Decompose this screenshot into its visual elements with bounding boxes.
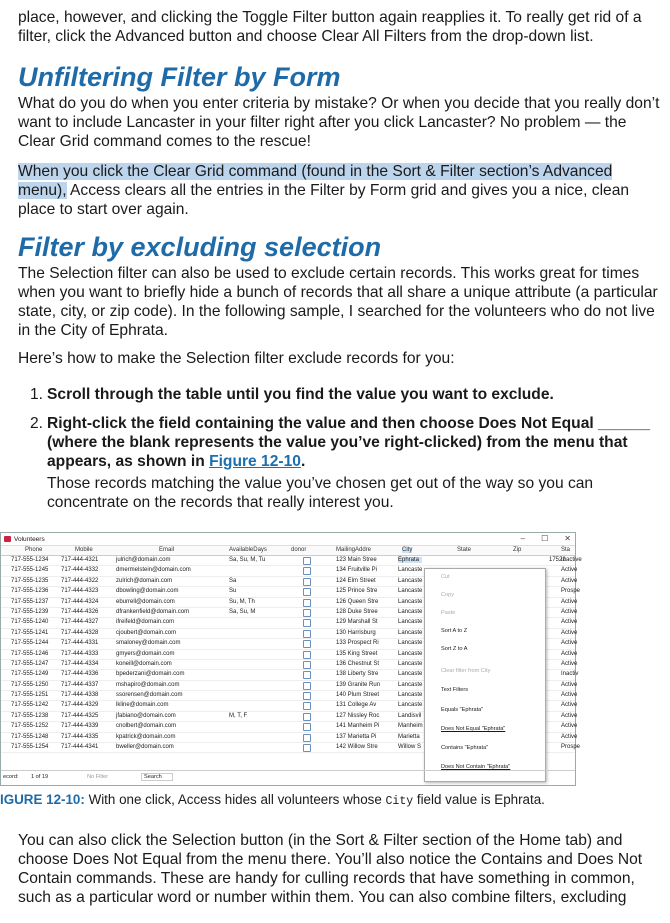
clear-grid-rest: Access clears all the entries in the Filter by Form grid and gives you a nice, clean place to start over again. (18, 182, 630, 218)
cell-city[interactable]: Lancaste (398, 577, 423, 584)
menu-sort-az[interactable]: Sort A to Z (441, 628, 468, 634)
section-heading-unfiltering: Unfiltering Filter by Form (18, 62, 341, 92)
cell-mobile[interactable]: 717-444-4335 (61, 733, 99, 740)
cell-email[interactable]: lkline@domain.com (116, 702, 169, 709)
cell-email[interactable]: gmyers@domain.com (116, 650, 175, 657)
minimize-button[interactable]: – (520, 534, 526, 543)
step-note: Those records matching the value you’ve chosen get out of the way so you can concentrate on the records that really interest you. (47, 475, 594, 511)
caption-code: City (385, 795, 414, 808)
window-titlebar (1, 533, 575, 546)
cell-status[interactable]: Active (561, 723, 578, 730)
cell-email[interactable]: dbowling@domain.com (116, 588, 179, 595)
cell-email[interactable]: dfrankenfield@domain.com (116, 608, 190, 615)
cell-status[interactable]: Active (561, 712, 578, 719)
cell-addr[interactable]: 142 Willow Stre (336, 744, 378, 751)
window-controls (521, 534, 571, 543)
donor-checkbox[interactable] (303, 661, 311, 669)
maximize-button[interactable]: ☐ (541, 534, 549, 543)
col-zip[interactable]: Zip (513, 547, 522, 553)
col-city[interactable]: City (402, 547, 413, 553)
cell-city[interactable]: Marietta (398, 733, 420, 740)
excluding-paragraph: The Selection filter can also be used to exclude certain records. This works great for times when you want to briefly hide a bunch of records that all share a unique attribute (a particular state, city, or zip code). In the following sample, I searched for the volunteers who do not live in the City of Ephrata. (18, 265, 658, 339)
unfiltering-paragraph: What do you do when you enter criteria by mistake? Or when you decide that you really don’t want to include Lancaster in your filter right after you click Lancaster? No problem — the Clear Grid command comes to the rescue! (18, 95, 660, 150)
close-button[interactable]: ✕ (564, 534, 571, 543)
cell-email[interactable]: kpatrick@domain.com (116, 733, 176, 740)
step-text: Scroll through the table until you find the value you want to exclude. (47, 386, 554, 403)
cell-city[interactable]: Ephrata (398, 557, 422, 563)
cell-mobile[interactable]: 717-444-4328 (61, 629, 99, 636)
menu-sort-za[interactable]: Sort Z to A (441, 646, 468, 652)
cell-phone[interactable]: 717-555-1238 (11, 712, 49, 719)
menu-does-not-contain[interactable]: Does Not Contain "Ephrata" (441, 764, 511, 770)
column-headers (1, 546, 575, 556)
cell-status[interactable]: Inactiv (561, 671, 579, 678)
cell-addr[interactable]: 128 Duke Stree (336, 608, 378, 615)
cell-email[interactable]: julrich@domain.com (116, 557, 171, 563)
cell-status[interactable]: Active (561, 681, 578, 688)
cell-city[interactable]: Lancaste (398, 671, 423, 678)
donor-checkbox[interactable] (303, 578, 311, 586)
cell-days[interactable]: Sa, Su, M, Tu (229, 557, 266, 563)
cell-addr[interactable]: 126 Queen Stre (336, 598, 379, 605)
cell-email[interactable]: eburrell@domain.com (116, 598, 175, 605)
access-screenshot (0, 532, 582, 786)
cell-addr[interactable]: 139 Granite Run (336, 681, 381, 688)
cell-phone[interactable]: 717-555-1247 (11, 660, 49, 667)
donor-checkbox[interactable] (303, 692, 311, 700)
cell-phone[interactable]: 717-555-1234 (11, 557, 49, 563)
cell-phone[interactable]: 717-555-1254 (11, 744, 49, 751)
cell-phone[interactable]: 717-555-1236 (11, 588, 49, 595)
cell-mobile[interactable]: 717-444-4337 (61, 681, 99, 688)
cell-addr[interactable]: 130 Harrisburg (336, 629, 376, 636)
cell-addr[interactable]: 137 Marietta Pi (336, 733, 377, 740)
cell-city[interactable]: Lancaste (398, 608, 423, 615)
cell-days[interactable]: Su, M, Th (229, 598, 255, 605)
cell-email[interactable]: bpederzani@domain.com (116, 671, 185, 678)
cell-addr[interactable]: 127 Nissley Roc (336, 712, 380, 719)
donor-checkbox[interactable] (303, 557, 311, 565)
cell-status[interactable]: Active (561, 629, 578, 636)
cell-status[interactable]: Active (561, 733, 578, 740)
cell-addr[interactable]: 124 Elm Street (336, 577, 376, 584)
step-1 (30, 385, 660, 404)
cell-addr[interactable]: 136 Chestnut St (336, 660, 380, 667)
col-state[interactable]: State (457, 547, 472, 553)
context-menu (424, 568, 546, 782)
cell-email[interactable]: ifreifeld@domain.com (116, 619, 175, 626)
cell-days[interactable]: M, T, F (229, 712, 248, 719)
donor-checkbox[interactable] (303, 702, 311, 710)
cell-city[interactable]: Lancaste (398, 588, 423, 595)
donor-checkbox[interactable] (303, 567, 311, 575)
cell-mobile[interactable]: 717-444-4329 (61, 702, 99, 709)
cell-addr[interactable]: 133 Prospect Ri (336, 640, 379, 647)
donor-checkbox[interactable] (303, 713, 311, 721)
intro-paragraph: place, however, and clicking the Toggle Filter button again reapplies it. To really get rid of a filter, click the Advanced button and choose Clear All Filters from the drop-down list. (18, 9, 642, 45)
cell-mobile[interactable]: 717-444-4333 (61, 650, 99, 657)
cell-phone[interactable]: 717-555-1252 (11, 723, 49, 730)
cell-phone[interactable]: 717-555-1240 (11, 619, 49, 626)
cell-mobile[interactable]: 717-444-4341 (61, 744, 99, 751)
donor-checkbox[interactable] (303, 619, 311, 627)
table-row[interactable] (1, 556, 582, 566)
record-navigator (1, 770, 575, 785)
cell-addr[interactable]: 141 Manheim Pi (336, 723, 380, 730)
cell-city[interactable]: Landisvil (398, 712, 422, 719)
cell-addr[interactable]: 140 Plum Street (336, 692, 380, 699)
cell-phone[interactable]: 717-555-1244 (11, 640, 49, 647)
cell-city[interactable]: Lancaste (398, 681, 423, 688)
donor-checkbox[interactable] (303, 651, 311, 659)
cell-status[interactable]: Active (561, 619, 578, 626)
cell-phone[interactable]: 717-555-1249 (11, 671, 49, 678)
donor-checkbox[interactable] (303, 734, 311, 742)
cell-status[interactable]: Prospe (561, 588, 581, 595)
record-position[interactable]: 1 of 19 (31, 774, 49, 780)
menu-clear-filter[interactable]: Clear filter from City (441, 668, 491, 674)
menu-copy[interactable]: Copy (441, 592, 455, 598)
cell-addr[interactable]: 138 Liberty Stre (336, 671, 379, 678)
cell-mobile[interactable]: 717-444-4332 (61, 567, 99, 574)
cell-email[interactable]: dmermelstein@domain.com (116, 567, 191, 574)
donor-checkbox[interactable] (303, 744, 311, 752)
cell-city[interactable]: Lancaste (398, 650, 423, 657)
cell-mobile[interactable]: 717-444-4327 (61, 619, 99, 626)
cell-addr[interactable]: 129 Marshall St (336, 619, 378, 626)
cell-phone[interactable]: 717-555-1246 (11, 650, 49, 657)
closing-paragraph: You can also click the Selection button (in the Sort & Filter section of the Home tab) and choose Does Not Equal from the menu there. You’ll also notice the Contains and Does Not Contain commands. These are handy for culling records that have something in common, such as a particular word or number within them. You can also combine filters, excluding (18, 832, 643, 906)
cell-city[interactable]: Lancaste (398, 567, 423, 574)
cell-email[interactable]: bweller@domain.com (116, 744, 174, 751)
cell-status[interactable]: Active (561, 660, 578, 667)
cell-phone[interactable]: 717-555-1248 (11, 733, 49, 740)
cell-zip[interactable]: 17522 (549, 557, 566, 563)
cell-days[interactable]: Su (229, 588, 237, 595)
cell-city[interactable]: Lancaste (398, 660, 423, 667)
cell-city[interactable]: Lancaste (398, 640, 423, 647)
cell-mobile[interactable]: 717-444-4331 (61, 640, 99, 647)
cell-status[interactable]: Active (561, 650, 578, 657)
highlighted-text: When you click the Clear Grid command (found in the Sort & Filter section’s Advanced menu), (18, 163, 613, 199)
cell-mobile[interactable]: 717-444-4325 (61, 712, 99, 719)
cell-mobile[interactable]: 717-444-4339 (61, 723, 99, 730)
cell-status[interactable]: Active (561, 567, 578, 574)
cell-status[interactable]: Inactive (561, 557, 582, 563)
cell-city[interactable]: Lancaste (398, 692, 423, 699)
donor-checkbox[interactable] (303, 609, 311, 617)
datasheet-grid (1, 546, 582, 770)
cell-phone[interactable]: 717-555-1239 (11, 608, 49, 615)
menu-text-filters[interactable]: Text Filters (441, 687, 469, 693)
cell-email[interactable]: jfabiano@domain.com (116, 712, 176, 719)
cell-phone[interactable]: 717-555-1245 (11, 567, 49, 574)
cell-mobile[interactable]: 717-444-4326 (61, 608, 99, 615)
cell-phone[interactable]: 717-555-1251 (11, 692, 49, 699)
record-label: ecord: (3, 774, 19, 780)
donor-checkbox[interactable] (303, 599, 311, 607)
no-filter-indicator[interactable]: No Filter (87, 774, 109, 780)
cell-days[interactable]: Sa, Su, M (229, 608, 256, 615)
cell-mobile[interactable]: 717-444-4324 (61, 598, 99, 605)
figure-caption: IGURE 12-10: With one click, Access hides all volunteers whose City field value is Ephrata. (0, 792, 545, 808)
cell-status[interactable]: Active (561, 702, 578, 709)
cell-phone[interactable]: 717-555-1241 (11, 629, 49, 636)
col-mobile[interactable]: Mobile (75, 547, 93, 553)
step-number: 2. (30, 415, 44, 432)
cell-addr[interactable]: 134 Fruitville Pi (336, 567, 378, 574)
cell-phone[interactable]: 717-555-1237 (11, 598, 49, 605)
col-donor[interactable]: donor (291, 547, 307, 553)
cell-city[interactable]: Manheim (398, 723, 423, 730)
donor-checkbox[interactable] (303, 723, 311, 731)
donor-checkbox[interactable] (303, 630, 311, 638)
cell-mobile[interactable]: 717-444-4322 (61, 577, 99, 584)
figure-link[interactable]: Figure 12-10 (209, 453, 301, 470)
cell-city[interactable]: Lancaste (398, 702, 423, 709)
cell-status[interactable]: Prospe (561, 744, 581, 751)
col-status[interactable]: Sta (561, 547, 571, 553)
cell-mobile[interactable]: 717-444-4321 (61, 557, 99, 563)
step-number: 1. (30, 386, 44, 403)
step-text: Right-click the field containing the value and then choose Does Not Equal ______ (where the blank represents the value you’ve right-clicked) from the menu that appears, as shown in Figure 12-10. (47, 415, 651, 470)
cell-mobile[interactable]: 717-444-4323 (61, 588, 99, 595)
cell-mobile[interactable]: 717-444-4334 (61, 660, 99, 667)
col-availabledays[interactable]: AvailableDays (229, 547, 267, 553)
cell-mobile[interactable]: 717-444-4336 (61, 671, 99, 678)
cell-email[interactable]: cnolbert@domain.com (116, 723, 177, 730)
cell-phone[interactable]: 717-555-1242 (11, 702, 49, 709)
menu-cut[interactable]: Cut (441, 574, 450, 580)
cell-mobile[interactable]: 717-444-4338 (61, 692, 99, 699)
cell-status[interactable]: Active (561, 608, 578, 615)
how-to-paragraph: Here’s how to make the Selection filter exclude records for you: (18, 350, 455, 367)
caption-label: IGURE 12-10: (0, 792, 85, 807)
menu-does-not-equal[interactable]: Does Not Equal "Ephrata" (441, 726, 506, 732)
donor-checkbox[interactable] (303, 682, 311, 690)
cell-email[interactable]: mshapiro@domain.com (116, 681, 180, 688)
cell-addr[interactable]: 131 College Av (336, 702, 377, 709)
menu-paste[interactable]: Paste (441, 610, 456, 616)
cell-status[interactable]: Active (561, 577, 578, 584)
cell-email[interactable]: cjoubert@domain.com (116, 629, 177, 636)
donor-checkbox[interactable] (303, 640, 311, 648)
cell-phone[interactable]: 717-555-1235 (11, 577, 49, 584)
donor-checkbox[interactable] (303, 671, 311, 679)
menu-equals[interactable]: Equals "Ephrata" (441, 707, 484, 713)
cell-email[interactable]: smaloney@domain.com (116, 640, 181, 647)
menu-contains[interactable]: Contains "Ephrata" (441, 745, 489, 751)
window-title: Volunteers (14, 535, 45, 543)
section-heading-excluding: Filter by excluding selection (18, 232, 382, 262)
donor-checkbox[interactable] (303, 588, 311, 596)
cell-email[interactable]: koneill@domain.com (116, 660, 172, 667)
cell-email[interactable]: ssorensen@domain.com (116, 692, 183, 699)
cell-addr[interactable]: 125 Prince Stre (336, 588, 378, 595)
table-icon (4, 536, 11, 542)
cell-status[interactable]: Active (561, 598, 578, 605)
cell-city[interactable]: Willow S (398, 744, 422, 751)
col-phone[interactable]: Phone (25, 547, 43, 553)
cell-city[interactable]: Lancaste (398, 598, 423, 605)
cell-days[interactable]: Sa (229, 577, 237, 584)
col-mailingaddress[interactable]: MailingAddre (336, 547, 372, 553)
cell-addr[interactable]: 135 King Street (336, 650, 378, 657)
cell-email[interactable]: zulrich@domain.com (116, 577, 173, 584)
col-email[interactable]: Email (159, 547, 175, 553)
search-box[interactable]: Search (141, 773, 173, 781)
cell-city[interactable]: Lancaste (398, 619, 423, 626)
cell-city[interactable]: Lancaste (398, 629, 423, 636)
cell-phone[interactable]: 717-555-1250 (11, 681, 49, 688)
cell-status[interactable]: Active (561, 640, 578, 647)
step-2 (30, 414, 660, 471)
cell-status[interactable]: Active (561, 692, 578, 699)
clear-grid-paragraph (18, 162, 660, 219)
cell-addr[interactable]: 123 Main Stree (336, 557, 377, 563)
